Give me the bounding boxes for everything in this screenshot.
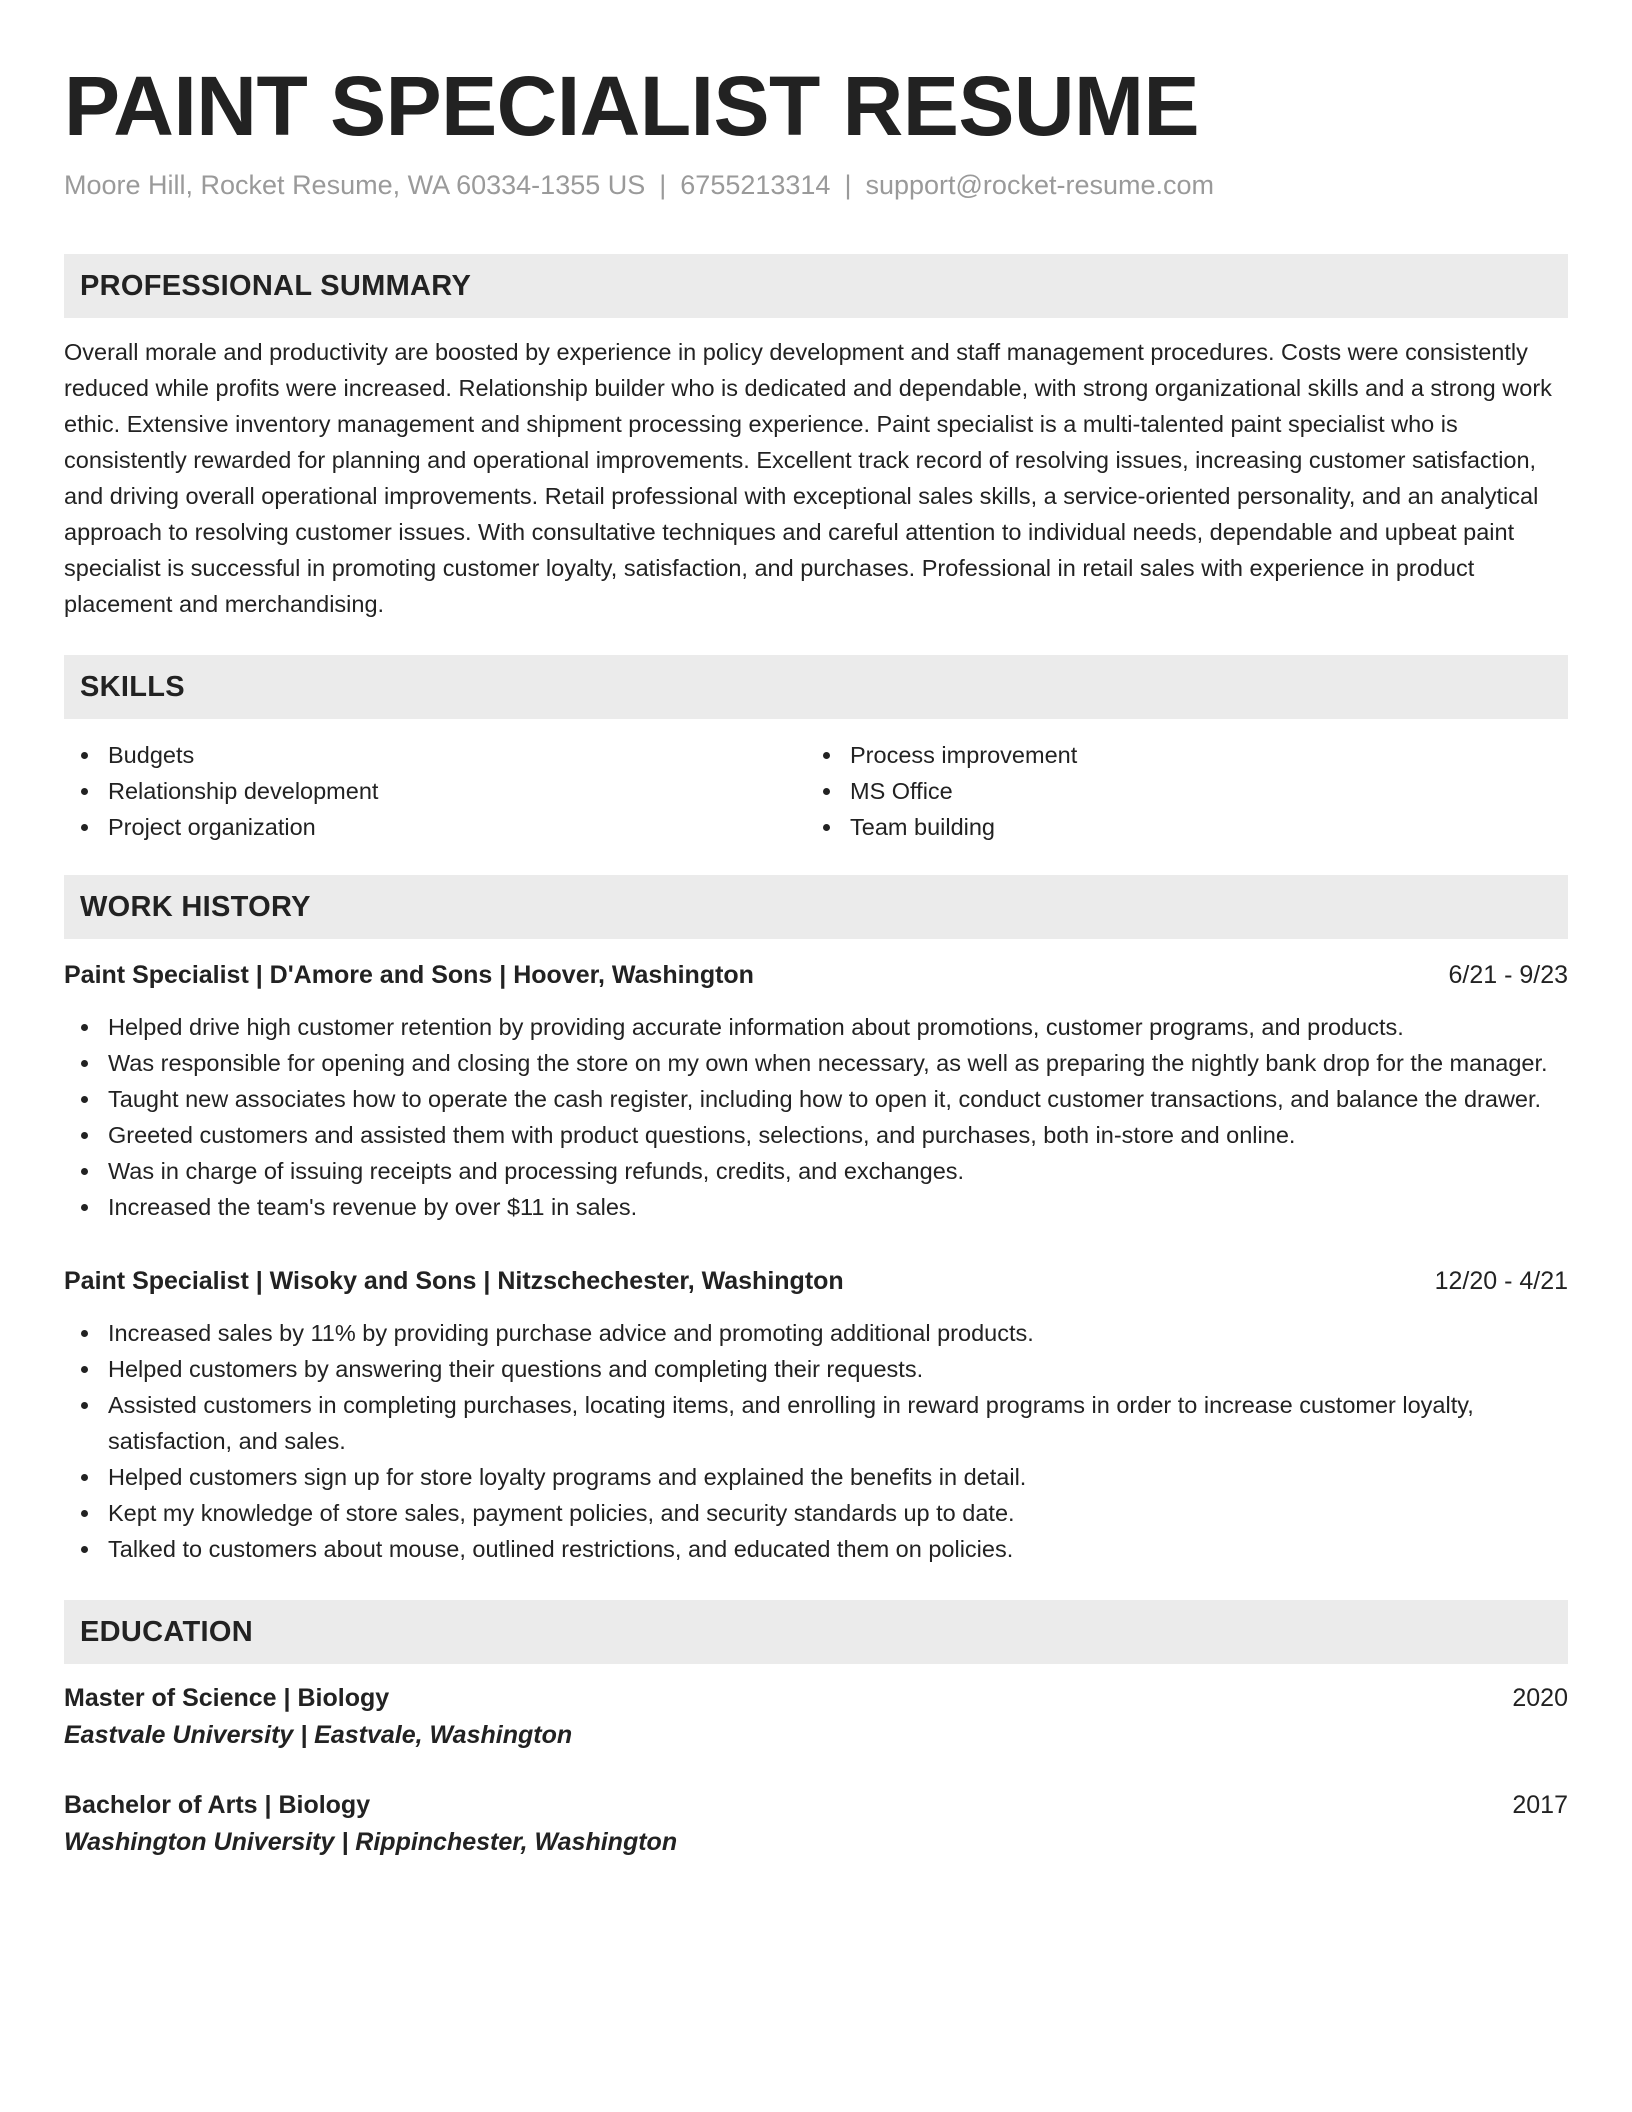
summary-paragraph: Overall morale and productivity are boosted by experience in policy development and staff management procedures. Costs were consistently reduced while profits were increased. Relationship builder who is dedicated and dependable, with strong organizational skills and a strong work ethic. Extensive inventory management and shipment processing experience. Paint specialist is a multi-talented paint specialist who is consistently rewarded for planning and operational improvements. Excellent track record of resolving issues, increasing customer satisfaction, and driving overall operational improvements. Retail professional with exceptional sales skills, a service-oriented personality, and an analytical approach to resolving customer issues. With consultative techniques and careful attention to individual needs, dependable and upbeat paint specialist is successful in promoting customer loyalty, satisfaction, and purchases. Professional in retail sales with experience in product placement and merchandising. [64,339,1552,617]
contact-separator: | [844,170,852,200]
contact-line [64,168,1568,202]
section-heading-work-history: WORK HISTORY [64,875,1568,939]
skill-item: Budgets [64,737,806,773]
resume-page [64,0,1568,1861]
education-entry [64,1680,1568,1754]
job-duty: Increased sales by 11% by providing purchase advice and promoting additional products. [64,1315,1568,1351]
skills-list [64,737,1568,845]
job-duties [64,1315,1568,1567]
job-title: Paint Specialist | Wisoky and Sons | Nitzschechester, Washington [64,1267,844,1295]
skill-item: Project organization [64,809,806,845]
job-duty: Greeted customers and assisted them with product questions, selections, and purchases, both in-store and online. [64,1117,1568,1153]
degree-school: Eastvale University | Eastvale, Washington [64,1721,573,1749]
degree-year: 2017 [1512,1791,1568,1819]
job-entry [64,957,1568,1225]
job-duty: Helped drive high customer retention by providing accurate information about promotions, customer programs, and products. [64,1009,1568,1045]
job-duty: Increased the team's revenue by over $11 in sales. [64,1189,1568,1225]
job-duty: Talked to customers about mouse, outlined restrictions, and educated them on policies. [64,1531,1568,1567]
skill-item: Relationship development [64,773,806,809]
degree-year: 2020 [1512,1684,1568,1712]
job-dates: 12/20 - 4/21 [1434,1267,1568,1295]
contact-email: support@rocket-resume.com [865,170,1214,200]
education-entry [64,1787,1568,1861]
contact-phone: 6755213314 [680,170,831,200]
contact-separator: | [659,170,667,200]
job-duty: Kept my knowledge of store sales, payment policies, and security standards up to date. [64,1495,1568,1531]
job-duty: Taught new associates how to operate the cash register, including how to open it, conduct customer transactions, and balance the drawer. [64,1081,1568,1117]
resume-title: PAINT SPECIALIST RESUME [64,59,1200,153]
section-heading-summary: PROFESSIONAL SUMMARY [64,254,1568,318]
section-heading-education: EDUCATION [64,1600,1568,1664]
degree-header [64,1787,1568,1824]
job-duty: Was responsible for opening and closing the store on my own when necessary, as well as preparing the nightly bank drop for the manager. [64,1045,1568,1081]
skills-column-right [806,737,1548,845]
skill-item: Process improvement [806,737,1548,773]
job-entry [64,1263,1568,1567]
degree-school: Washington University | Rippinchester, Washington [64,1828,678,1856]
job-header [64,957,1568,993]
skill-item: Team building [806,809,1548,845]
job-duties [64,1009,1568,1225]
section-heading-skills: SKILLS [64,655,1568,719]
job-duty: Assisted customers in completing purchases, locating items, and enrolling in reward programs in order to increase customer loyalty, satisfaction, and sales. [64,1387,1568,1459]
degree-title: Bachelor of Arts | Biology [64,1791,371,1819]
contact-address: Moore Hill, Rocket Resume, WA 60334-1355 US [64,170,646,200]
degree-header [64,1680,1568,1717]
job-dates: 6/21 - 9/23 [1448,961,1568,989]
job-duty: Helped customers by answering their questions and completing their requests. [64,1351,1568,1387]
job-header [64,1263,1568,1299]
job-duty: Helped customers sign up for store loyalty programs and explained the benefits in detail. [64,1459,1568,1495]
skills-column-left [64,737,806,845]
job-duty: Was in charge of issuing receipts and processing refunds, credits, and exchanges. [64,1153,1568,1189]
degree-title: Master of Science | Biology [64,1684,390,1712]
skill-item: MS Office [806,773,1548,809]
job-title: Paint Specialist | D'Amore and Sons | Hoover, Washington [64,961,754,989]
